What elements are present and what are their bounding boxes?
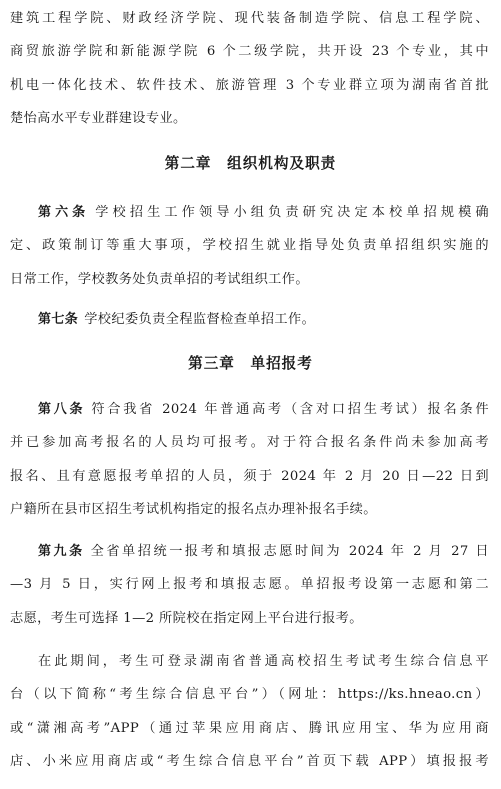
article-6 <box>10 196 489 296</box>
intro-paragraph <box>10 2 489 136</box>
article-6-line-3: 日常工作，学校教务处负责单招的考试组织工作。 <box>10 271 309 287</box>
article-9-line-1 <box>10 535 489 568</box>
article-6-line-1 <box>10 196 489 229</box>
intro-line-2: 商贸旅游学院和新能源学院 6 个二级学院，共开设 23 个专业，其中 <box>10 44 489 60</box>
registration-line-2: 台（以下简称“考生综合信息平台”）（网址：https://ks.hneao.cn） <box>10 687 489 703</box>
chapter-3-title: 第三章 单招报考 <box>188 355 313 372</box>
registration-line-3: 或“潇湘高考”APP（通过苹果应用商店、腾讯应用宝、华为应用商 <box>10 720 489 736</box>
article-8-line-1 <box>10 393 489 426</box>
intro-line-4: 楚怡高水平专业群建设专业。 <box>10 111 187 127</box>
article-8-line-4: 户籍所在县市区招生考试机构指定的报名点办理补报名手续。 <box>10 502 377 518</box>
article-8-label: 第八条 <box>38 402 86 417</box>
article-6-label: 第六条 <box>38 205 90 220</box>
chapter-2-title: 第二章 组织机构及职责 <box>164 155 337 172</box>
article-7 <box>10 303 489 336</box>
article-8 <box>10 393 489 527</box>
article-7-label: 第七条 <box>38 312 79 327</box>
article-8-text-1: 符合我省 2024 年普通高考（含对口招生考试）报名条件 <box>91 402 489 417</box>
article-7-text: 学校纪委负责全程监督检查单招工作。 <box>84 312 316 327</box>
article-8-line-2: 并已参加高考报名的人员均可报考。对于符合报名条件尚未参加高考 <box>10 435 489 451</box>
article-9 <box>10 535 489 635</box>
article-9-line-2: —3 月 5 日，实行网上报考和填报志愿。单招报考设第一志愿和第二 <box>10 577 489 593</box>
article-7-line-1 <box>10 303 489 336</box>
article-9-line-3: 志愿，考生可选择 1—2 所院校在指定网上平台进行报考。 <box>10 610 363 626</box>
registration-paragraph <box>10 645 489 779</box>
registration-line-1: 在此期间，考生可登录湖南省普通高校招生考试考生综合信息平 <box>38 654 489 669</box>
intro-line-1: 建筑工程学院、财政经济学院、现代装备制造学院、信息工程学院、 <box>10 11 489 26</box>
article-9-label: 第九条 <box>38 544 85 559</box>
article-9-text-1: 全省单招统一报考和填报志愿时间为 2024 年 2 月 27 日 <box>90 544 490 559</box>
article-6-line-2: 定、政策制订等重大事项，学校招生就业指导处负责单招组织实施的 <box>10 238 489 254</box>
registration-line-4: 店、小米应用商店或“考生综合信息平台”首页下载 APP）填报报考 <box>10 754 489 770</box>
article-6-text-1: 学校招生工作领导小组负责研究决定本校单招规模确 <box>95 205 489 220</box>
intro-line-3: 机电一体化技术、软件技术、旅游管理 3 个专业群立项为湖南省首批 <box>10 77 489 93</box>
article-8-line-3: 报名、且有意愿报考单招的人员，须于 2024 年 2 月 20 日—22 日到 <box>10 468 489 484</box>
